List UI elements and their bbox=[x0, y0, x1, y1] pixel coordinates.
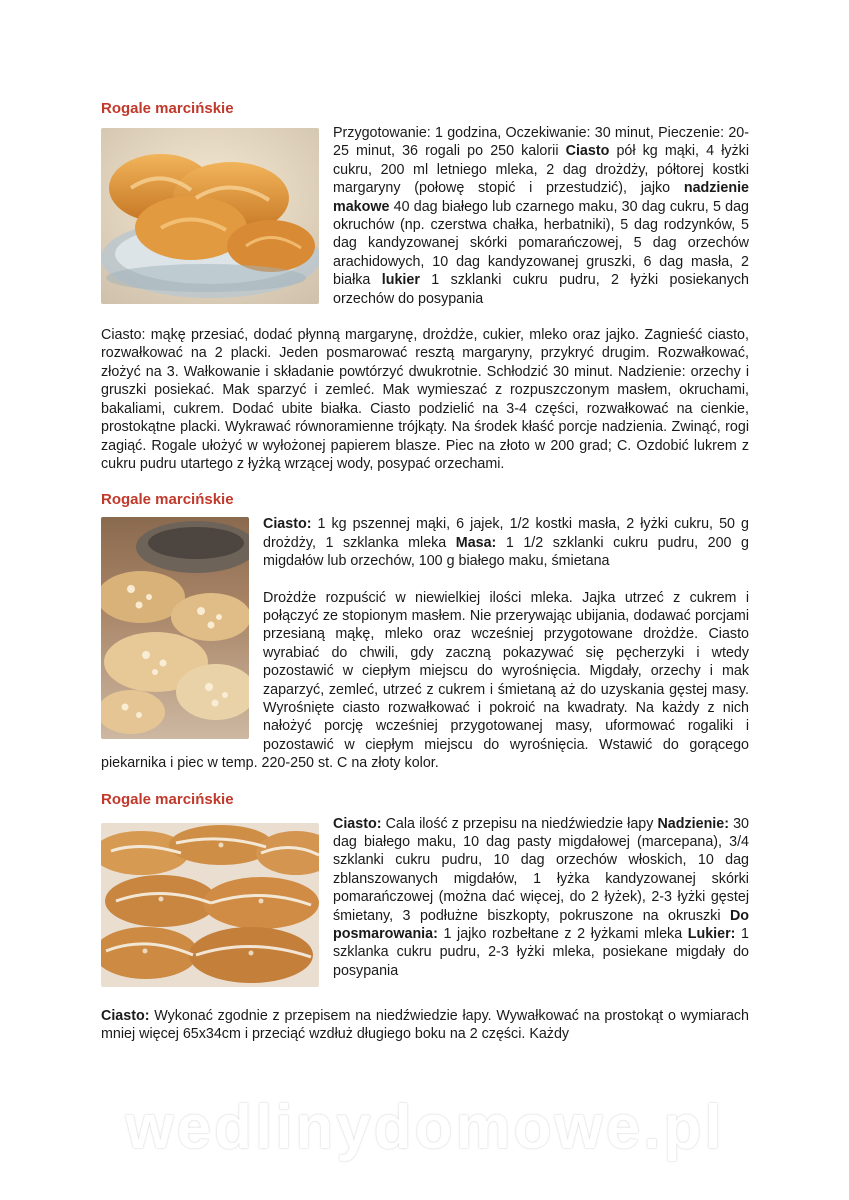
recipe-2 bbox=[101, 491, 749, 772]
intro-label-do-posmarowania: Do posmarowania: bbox=[333, 907, 749, 943]
recipe-1 bbox=[101, 100, 749, 473]
document-page bbox=[101, 100, 749, 1043]
intro-label-ciasto: Ciasto bbox=[565, 143, 610, 160]
intro-label-nadzienie: Nadzienie: bbox=[657, 815, 729, 832]
intro-text: pół kg mąki, 4 łyżki cukru, 200 ml letniego mleka, 2 dag drożdży, półtorej kostki margaryny (połowę stopić i przestudzić), jajko bbox=[333, 143, 749, 197]
croissants-on-glass-plate-photo bbox=[101, 128, 319, 304]
recipe-3 bbox=[101, 791, 749, 1044]
watermark: wedlinydomowe.pl bbox=[125, 1093, 725, 1162]
recipe-title: Rogale marcińskie bbox=[101, 100, 234, 117]
intro-text: 30 dag białego maku, 10 dag pasty migdałowej (marcepana), 3/4 szklanki cukru pudru, 10 dag orzechów włoskich, 10 dag zblanszowanych migdałów, 1 łyżka kandyzowanej skórki pomarańczowej (można dać więcej, do 2 łyżek), 2-3 łyżki gęstej śmietany, 3 podłużne biszkopty, pokruszone na okruszki bbox=[333, 815, 749, 924]
intro-text: 1 szklanka cukru pudru, 2-3 łyżki mleka, posiekane migdały do posypania bbox=[333, 926, 749, 979]
intro-label-ciasto: Ciasto: bbox=[333, 815, 382, 832]
intro-label-nadzienie: nadzienie makowe bbox=[333, 180, 749, 215]
recipe-method: Ciasto: mąkę przesiać, dodać płynną margarynę, drożdże, cukier, mleko oraz jajko. Zagnieść ciasto, rozwałkować na 2 placki. Jeden posmarować resztą margaryny, przykryć drugim. Rozwałkować, złożyć na 3. Wałkowanie i składanie powtórzyć dwukrotnie. Schłodzić 30 minut. Nadzienie: orzechy i gruszki posiekać. Mak sparzyć i zemleć. Mak wymieszać z rozpuszczonym masłem, okruchami, bakaliami, cukrem. Dodać ubite białka. Ciasto podzielić na 3-4 części, rozwałkować na cienkie, prostokątne placki. Wykrawać równoramienne trójkąty. Na środek kłaść porcje nadzienia. Zwinąć, rogi zagiąć. Rogale ułożyć w wyłożonej papierem blasze. Piec na złoto w 200 grad; C. Ozdobić lukrem z cukru pudru utartego z łyżką wrzącej wody, posypać orzechami. bbox=[101, 327, 749, 472]
intro-text: Przygotowanie: 1 godzina, Oczekiwanie: 30 minut, Pieczenie: 20-25 minut, 36 rogali po 250 kalorii bbox=[333, 125, 749, 160]
intro-label-lukier: lukier bbox=[381, 272, 420, 289]
method-text: Wykonać zgodnie z przepisem na niedźwiedzie łapy. Wywałkować na prostokąt o wymiarach mniej więcej 65x34cm i przeciąć wzdłuż długiego boku na 2 części. Każdy bbox=[101, 1007, 749, 1042]
recipe-method bbox=[101, 1007, 749, 1044]
nut-topped-rolls-photo bbox=[101, 517, 249, 739]
recipe-title: Rogale marcińskie bbox=[101, 491, 234, 509]
intro-text: 1 1/2 szklanki cukru pudru, 200 g migdałów lub orzechów, 100 g białego maku, śmietana bbox=[263, 534, 749, 570]
intro-label-masa: Masa: bbox=[455, 534, 497, 551]
method-label-ciasto: Ciasto: bbox=[101, 1007, 150, 1024]
intro-text: 1 szklanki cukru pudru, 2 łyżki posiekanych orzechów do posypania bbox=[333, 272, 749, 307]
intro-label-lukier: Lukier: bbox=[687, 926, 736, 943]
intro-text: Cala ilość z przepisu na niedźwiedzie łapy bbox=[381, 815, 658, 832]
intro-text: 1 jajko rozbełtane z 2 łyżkami mleka bbox=[437, 926, 688, 943]
intro-label-ciasto: Ciasto: bbox=[263, 516, 312, 533]
recipe-title: Rogale marcińskie bbox=[101, 790, 234, 808]
intro-text: 40 dag białego lub czarnego maku, 30 dag cukru, 5 dag okruchów (np. czerstwa chałka, herbatniki), 5 dag rodzynków, 5 dag kandyzowanej skórki pomarańczowej, 5 dag orzechów arachidowych, 10 dag kandyzowanej gruszki, 6 dag masła, 2 białka bbox=[333, 198, 749, 289]
recipe-method: Drożdże rozpuścić w niewielkiej ilości mleka. Jajka utrzeć z cukrem i połączyć ze stopionym masłem. Nie przerywając ubijania, dodawać porcjami przesianą mąkę, mleko oraz wcześniej przygotowane drożdże. Ciasto wyrabiać do chwili, gdy zaczną pokazywać się pęcherzyki i wtedy pozostawić w ciepłym miejscu do wyrośnięcia. Migdały, orzechy i mak zaparzyć, zemleć, utrzeć z cukrem i śmietaną aż do uzyskania gęstej masy. Wyrośnięte ciasto rozwałkować i pokroić na kwadraty. Na każdy z nich nałożyć porcję wcześniej przygotowanej masy, uformować rogaliki i pozostawić w ciepłym miejscu do wyrośnięcia. Wstawić do gorącego piekarnika i piec w temp. 220-250 st. C na złoty kolor. bbox=[101, 589, 749, 772]
intro-text: 1 kg pszennej mąki, 6 jajek, 1/2 kostki masła, 2 łyżki cukru, 50 g drożdży, 1 szklanka mleka bbox=[263, 516, 749, 551]
glazed-croissants-photo bbox=[101, 823, 319, 987]
